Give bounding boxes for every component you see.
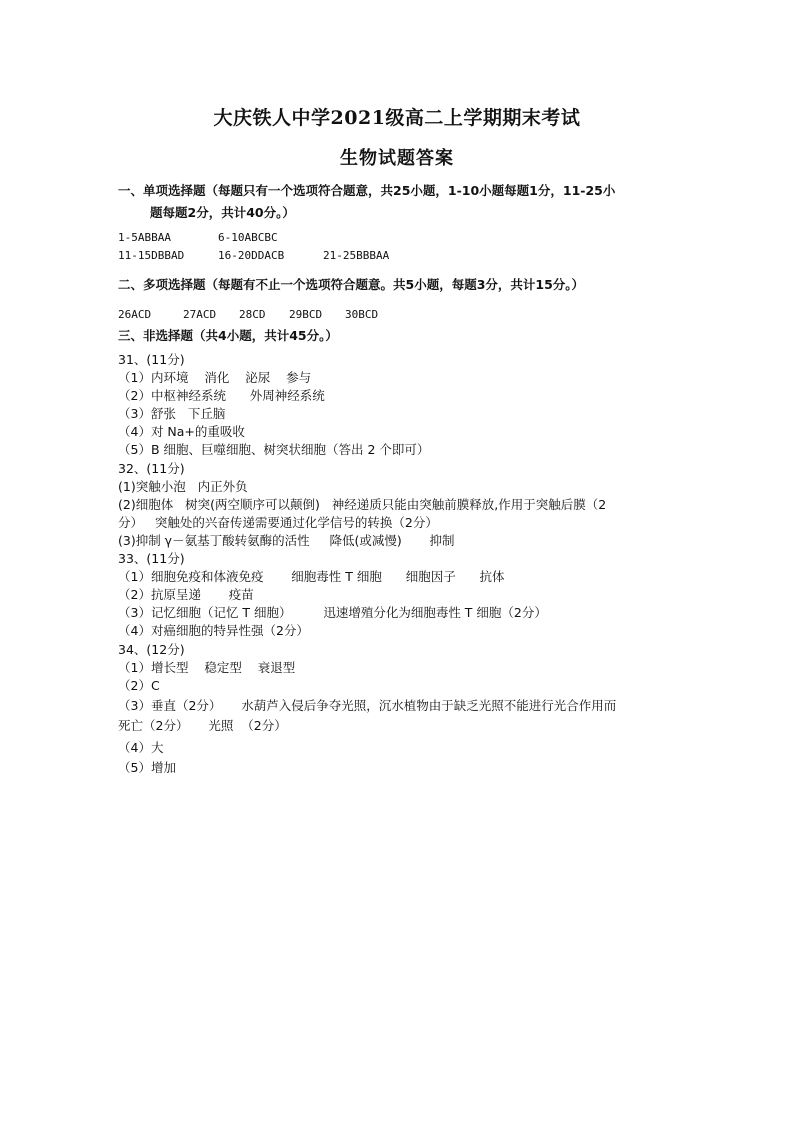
q31-title: 31、(11分) [118,352,185,367]
q32-answer-2: (2)细胞体 树突(两空顺序可以颠倒) 神经递质只能由突触前膜释放,作用于突触后膜（2 [118,497,607,512]
multi-answer: 30BCD [345,308,379,321]
section-1-heading-text: 一、单项选择题（每题只有一个选项符合题意，共25小题，1-10小题每题1分，11-25小 [118,183,616,198]
mc-answer-group: 16-20DDACB [218,249,285,262]
q31-answer-5: （5）B 细胞、巨噬细胞、树突状细胞（答出 2 个即可） [118,442,430,457]
q34-answer-5: （5）增加 [118,760,176,775]
q34-title: 34、(12分) [118,642,185,657]
q33-title: 33、(11分) [118,551,185,566]
multi-answer: 28CD [239,308,266,321]
exam-title: 大庆铁人中学2021级高二上学期期末考试 [213,107,581,129]
mc-answer-group: 11-15DBBAD [118,249,185,262]
q33-answer-3: （3）记忆细胞（记忆 T 细胞） 迅速增殖分化为细胞毒性 T 细胞（2分） [118,605,547,620]
q34-answer-3: （3）垂直（2分） 水葫芦入侵后争夺光照，沉水植物由于缺乏光照不能进行光合作用而 [118,698,617,713]
multi-answer: 27ACD [183,308,217,321]
q34-answer-2: （2）C [118,678,160,693]
q33-answer-1: （1）细胞免疫和体液免疫 细胞毒性 T 细胞 细胞因子 抗体 [118,569,505,584]
section-1-heading [118,180,688,224]
q31-answer-3: （3）舒张 下丘脑 [118,406,226,421]
q33-answer-4: （4）对癌细胞的特异性强（2分） [118,623,309,638]
exam-subtitle: 生物试题答案 [340,148,454,169]
q34-answer-3-cont: 死亡（2分） 光照 （2分） [118,718,287,733]
mc-answer-group: 1-5ABBAA [118,231,171,244]
multi-answer: 26ACD [118,308,152,321]
q33-answer-2: （2）抗原呈递 疫苗 [118,587,254,602]
mc-answer-group: 6-10ABCBC [218,231,278,244]
q31-answer-2: （2）中枢神经系统 外周神经系统 [118,388,325,403]
q32-answer-1: (1)突触小泡 内正外负 [118,479,248,494]
q32-answer-3: (3)抑制 γ－氨基丁酸转氨酶的活性 降低(或减慢) 抑制 [118,533,455,548]
q34-answer-4: （4）大 [118,740,164,755]
q32-answer-2-cont: 分） 突触处的兴奋传递需要通过化学信号的转换（2分） [118,515,438,530]
section-2-heading: 二、多项选择题（每题有不止一个选项符合题意。共5小题，每题3分，共计15分。） [118,277,585,292]
q31-answer-1: （1）内环境 消化 泌尿 参与 [118,370,312,385]
q31-answer-4: （4）对 Na+的重吸收 [118,424,245,439]
q32-title: 32、(11分) [118,461,185,476]
multi-answer: 29BCD [289,308,323,321]
mc-answer-group: 21-25BBBAA [323,249,390,262]
q34-answer-1: （1）增长型 稳定型 衰退型 [118,660,296,675]
section-1-heading-cont: 题每题2分，共计40分。） [150,205,295,220]
section-3-heading: 三、非选择题（共4小题，共计45分。） [118,328,338,343]
